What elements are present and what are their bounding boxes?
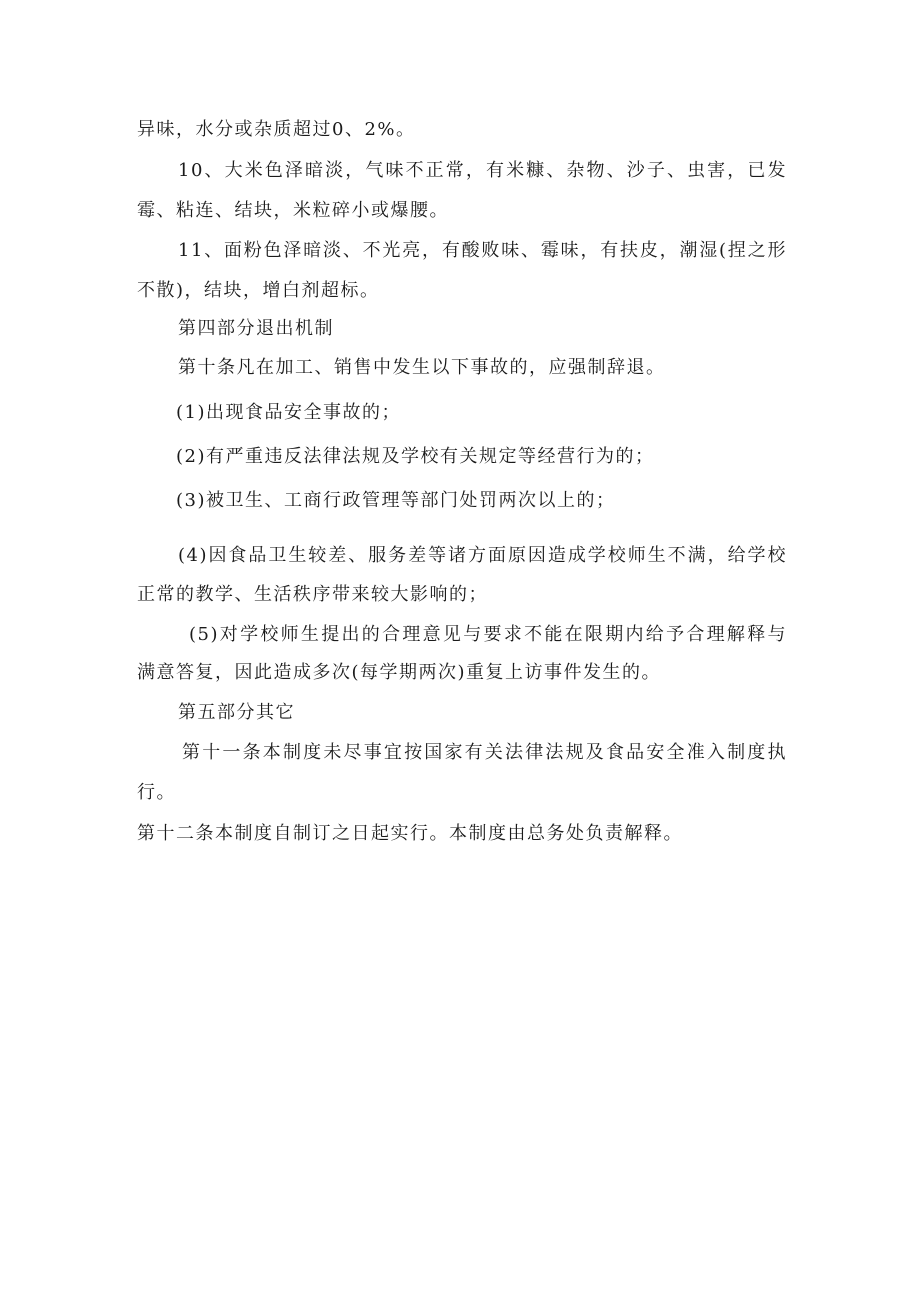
text-line: 行。: [137, 782, 176, 803]
text-line: 10、大米色泽暗淡，气味不正常，有米糠、杂物、沙子、虫害，已发: [178, 160, 787, 181]
text-line: 正常的教学、生活秩序带来较大影响的；: [137, 584, 488, 605]
list-item: (2)有严重违反法律法规及学校有关规定等经营行为的；: [176, 446, 655, 467]
text-line: 第十一条本制度未尽事宜按国家有关法律法规及食品安全准入制度执: [182, 742, 787, 763]
list-item: (4)因食品卫生较差、服务差等诸方面原因造成学校师生不满，给学校: [178, 545, 787, 566]
list-item: (5)对学校师生提出的合理意见与要求不能在限期内给予合理解释与: [189, 624, 787, 645]
list-item: (3)被卫生、工商行政管理等部门处罚两次以上的；: [176, 490, 616, 511]
text-line: 第十条凡在加工、销售中发生以下事故的，应强制辞退。: [178, 357, 666, 378]
text-line: 11、面粉色泽暗淡、不光亮，有酸败味、霉味，有扶皮，潮湿(捏之形: [178, 240, 787, 261]
text-line: 不散)，结块，增白剂超标。: [137, 280, 380, 301]
text-line: 异味，水分或杂质超过0、2%。: [137, 119, 416, 140]
list-item: (1)出现食品安全事故的；: [176, 402, 401, 423]
section-heading: 第四部分退出机制: [178, 318, 334, 339]
text-line: 满意答复，因此造成多次(每学期两次)重复上访事件发生的。: [137, 662, 662, 683]
text-line: 霉、粘连、结块，米粒碎小或爆腰。: [137, 200, 449, 221]
section-heading: 第五部分其它: [178, 702, 295, 723]
text-line: 第十二条本制度自制订之日起实行。本制度由总务处负责解释。: [137, 823, 683, 844]
